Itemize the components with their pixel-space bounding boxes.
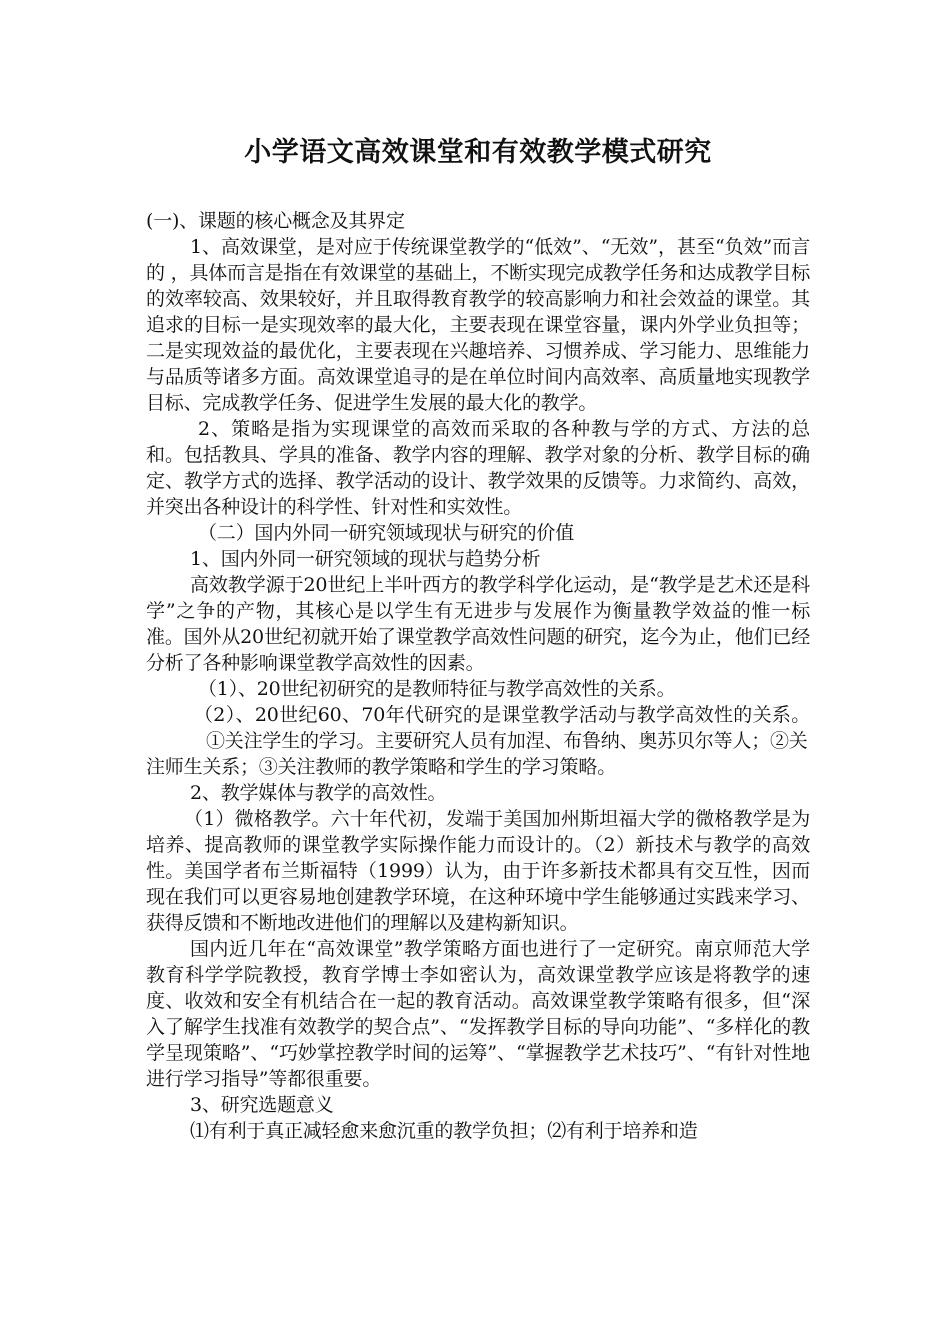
paragraph-continuation-teacher-student: 注师生关系；③关注教师的教学策略和学生的学习策略。 — [146, 756, 617, 778]
subheading-teaching-media: 2、教学媒体与教学的高效性。 — [190, 782, 447, 804]
section-heading-research-status: （二）国内外同一研究领域现状与研究的价值 — [198, 522, 575, 544]
paragraph-efficient-classroom-definition: 1、高效课堂，是对应于传统课堂教学的“低效”、“无效”，甚至“负效”而言的 ，具体而言是指在有效课堂的基础上，不断实现完成教学任务和达成教学目标的效率较高、效果较好，并且取得教育教学的较高影响力和社会效益的课堂。其追求的目标一是实现效率的最大化，主要表现在课堂容量，课内外学业负担等；二是实现效益的最优化，主要表现在兴趣培养、习惯养成、学习能力、思维能力与品质等诸多方面。高效课堂追寻的是在单位时间内高效率、高质量地实现教学目标、完成教学任务、促进学生发展的最大化的教学。 — [146, 236, 810, 414]
paragraph-origin-of-efficient-teaching: 高效教学源于20世纪上半叶西方的教学科学化运动，是“教学是艺术还是科学”之争的产物，其核心是以学生有无进步与发展作为衡量教学效益的惟一标准。国外从20世纪初就开始了课堂教学高效性问题的研究，迄今为止，他们已经分析了各种影响课堂教学高效性的因素。 — [146, 574, 810, 674]
section-heading-core-concepts: (一)、课题的核心概念及其界定 — [146, 210, 405, 232]
list-item-early-20th-century: （1）、20世纪初研究的是教师特征与教学高效性的关系。 — [198, 678, 676, 700]
paragraph-domestic-research: 国内近几年在“高效课堂”教学策略方面也进行了一定研究。南京师范大学教育科学学院教授，教育学博士李如密认为，高效课堂教学应该是将教学的速度、收效和安全有机结合在一起的教育活动。高效课堂教学策略有很多，但“深入了解学生找准有效教学的契合点”、“发挥教学目标的导向功能”、“多样化的教学呈现策略”、“巧妙掌控教学时间的运筹”、“掌握教学艺术技巧”、“有针对性地进行学习指导”等都很重要。 — [146, 938, 810, 1090]
paragraph-significance-points: ⑴有利于真正减轻愈来愈沉重的教学负担；⑵有利于培养和造 — [190, 1120, 698, 1142]
subheading-status-trends: 1、国内外同一研究领域的现状与趋势分析 — [190, 548, 541, 570]
document-title: 小学语文高效课堂和有效教学模式研究 — [244, 137, 712, 168]
paragraph-microteaching: （1）微格教学。六十年代初，发端于美国加州斯坦福大学的微格教学是为培养、提高教师的课堂教学实际操作能力而设计的。（2）新技术与教学的高效性。美国学者布兰斯福特（1999）认为，由于许多新技术都具有交互性，因而现在我们可以更容易地创建教学环境，在这种环境中学生能够通过实践来学习、获得反馈和不断地改进他们的理解以及建构新知识。 — [146, 808, 810, 934]
paragraph-strategy-definition: 2、策略是指为实现课堂的高效而采取的各种教与学的方式、方法的总和。包括教具、学具的准备、教学内容的理解、教学对象的分析、教学目标的确定、教学方式的选择、教学活动的设计、教学效果的反馈等。力求简约、高效，并突出各种设计的科学性、针对性和实效性。 — [146, 418, 810, 518]
list-item-1960s-1970s: （2）、20世纪60、70年代研究的是课堂教学活动与教学高效性的关系。①关注学生的学习。主要研究人员有加涅、布鲁纳、奥苏贝尔等人；②关 — [194, 704, 810, 752]
subheading-research-significance: 3、研究选题意义 — [190, 1094, 334, 1116]
